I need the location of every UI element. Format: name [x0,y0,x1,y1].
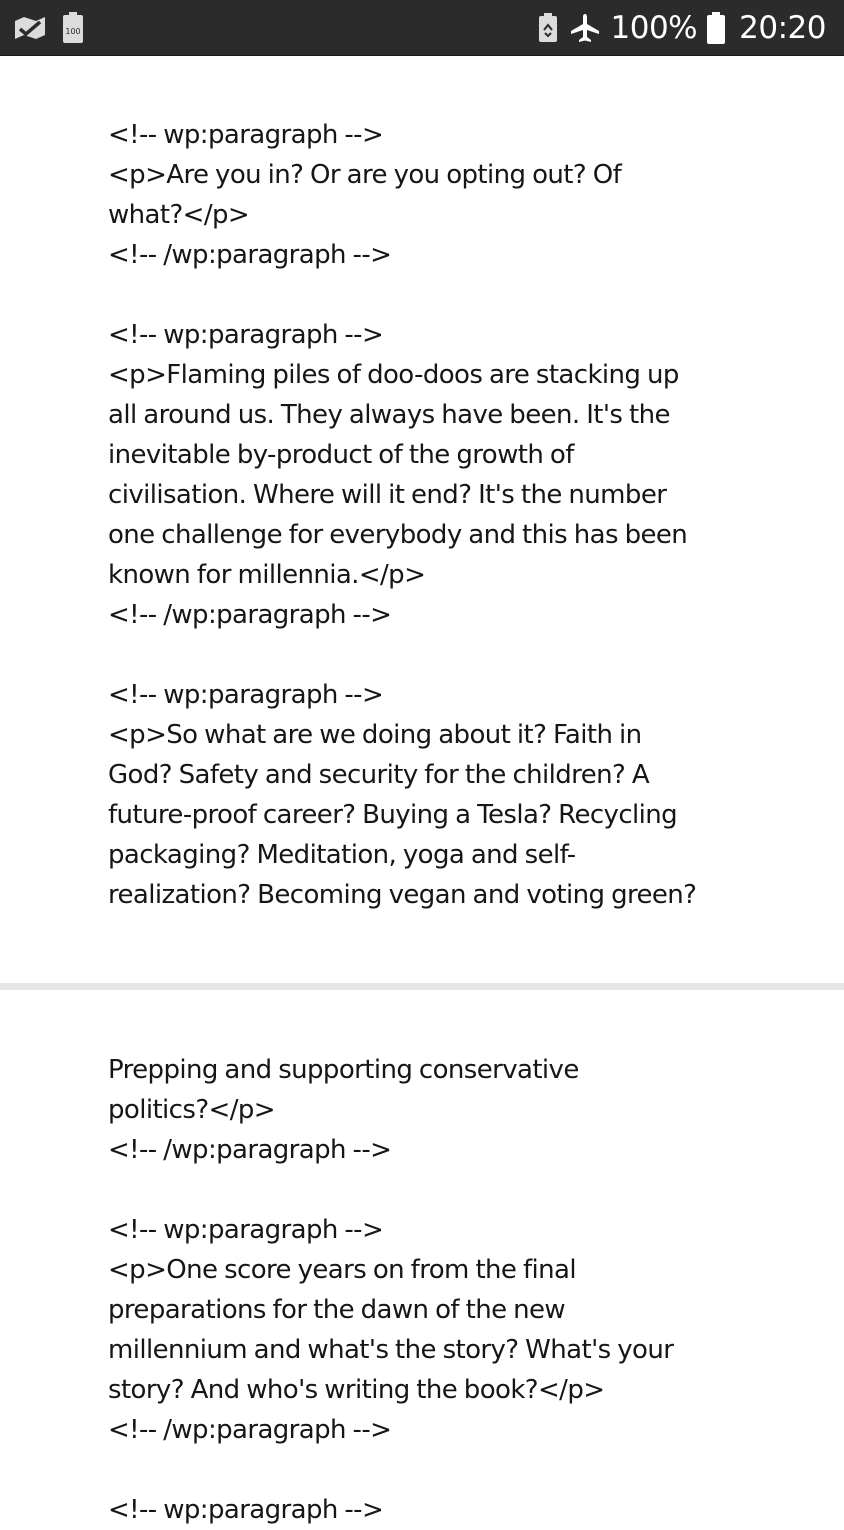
battery-notification-label: 100 [65,27,81,36]
code-editor-block-2[interactable] [0,990,844,1525]
battery-100-notification-icon [62,12,84,44]
network-map-icon [12,13,48,43]
html-code-text[interactable]: Prepping and supporting conservative politics?</p> <!-- /wp:paragraph --> <!-- wp:paragraph --> <p>One score years on from the final preparations for the dawn of the new millennium and what's the story? What's your story? And who's writing the book?</p> <!-- /wp:paragraph --> <!-- wp:paragraph --> [108,1055,674,1525]
status-bar-system [537,8,826,48]
status-bar-notifications [12,10,84,46]
block-divider [0,983,844,990]
clock: 20:20 [739,10,826,46]
battery-saver-icon [537,13,559,43]
battery-icon [707,12,725,44]
html-code-text[interactable]: <!-- wp:paragraph --> <p>Are you in? Or are you opting out? Of what?</p> <!-- /wp:paragraph --> <!-- wp:paragraph --> <p>Flaming piles of doo-doos are stacking up all around us. They always have been. It's the inevitable by-product of the growth of civilisation. Where will it end? It's the number one challenge for everybody and this has been known for millennia.</p> <!-- /wp:paragraph --> <!-- wp:paragraph --> <p>So what are we doing about it? Faith in God? Safety and security for the children? A future-proof career? Buying a Tesla? Recycling packaging? Meditation, yoga and self- realization? Becoming vegan and voting green? [108,120,697,910]
status-bar [0,0,844,56]
airplane-mode-icon [569,12,601,44]
code-editor-block-1[interactable] [0,57,844,983]
battery-percent: 100% [610,10,698,46]
